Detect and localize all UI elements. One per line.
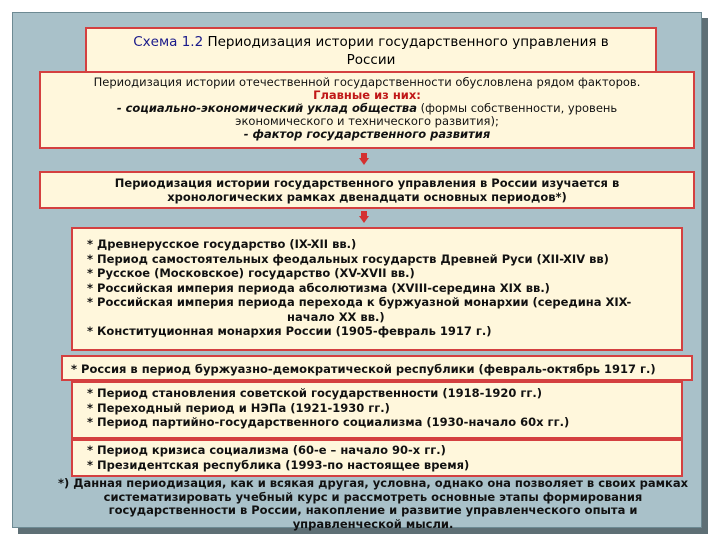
- periods-intro-line2: хронологических рамках двенадцати основных периодов*): [167, 190, 567, 204]
- period-item: * Период самостоятельных феодальных государств Древней Руси (XII-XIV вв): [87, 251, 609, 266]
- period-item: * Период становления советской государственности (1918-1920 гг.): [87, 386, 543, 400]
- factor-1-detail-cont: экономического и технического развития);: [235, 114, 499, 128]
- period-group-1: [71, 227, 683, 351]
- factors-intro: Периодизация истории отечественной государственности обусловлена рядом факторов.: [93, 75, 641, 89]
- slide-panel: [12, 12, 702, 531]
- factor-2: - фактор государственного развития: [243, 127, 491, 141]
- factors-box: [39, 71, 695, 149]
- period-item: * Президентская республика (1993-по настоящее время): [87, 457, 470, 472]
- down-arrow-icon: [359, 211, 369, 223]
- diagram-title: [85, 27, 657, 77]
- period-item: * Переходный период и НЭПа (1921-1930 гг.): [87, 400, 390, 415]
- period-item-cont: начало XX вв.): [287, 309, 385, 324]
- period-item: * Период партийно-государственного социализма (1930-начало 60х гг.): [87, 415, 570, 429]
- factor-1-detail: (формы собственности, уровень: [420, 101, 618, 115]
- period-item: * Период кризиса социализма (60-е – начало 90-х гг.): [87, 443, 446, 457]
- factor-1: - социально-экономический уклад общества: [116, 101, 417, 115]
- footnote: *) Данная периодизация, как и всякая другая, условна, однако она позволяет в своих рамках систематизировать учебный курс и рассмотреть основные этапы формирования государственности в России, накопление и развитие управленческого опыта и управленческой мысли.: [57, 476, 689, 531]
- down-arrow-icon: [359, 153, 369, 165]
- scheme-label: Схема 1.2: [133, 34, 204, 50]
- period-item: * Россия в период буржуазно-демократической республики (февраль-октябрь 1917 г.): [71, 362, 656, 376]
- period-item: * Российская империя периода абсолютизма (XVIII-середина XIX вв.): [87, 280, 550, 295]
- period-item: * Российская империя периода перехода к буржуазной монархии (середина XIX-: [87, 295, 632, 309]
- periods-intro-line1: Периодизация истории государственного управления в России изучается в: [114, 176, 620, 190]
- title-text: Периодизация истории государственного управления в: [207, 34, 609, 50]
- period-item: * Конституционная монархия России (1905-февраль 1917 г.): [87, 324, 492, 338]
- period-item: * Древнерусское государство (IX-XII вв.): [87, 237, 357, 251]
- periods-intro-box: [39, 171, 695, 209]
- period-group-2: [61, 355, 693, 381]
- period-item: * Русское (Московское) государство (XV-XVII вв.): [87, 266, 415, 280]
- period-group-4: [71, 439, 683, 477]
- title-text-line2: России: [346, 52, 396, 68]
- period-group-3: [71, 381, 683, 439]
- factors-main-label: Главные из них:: [313, 88, 421, 102]
